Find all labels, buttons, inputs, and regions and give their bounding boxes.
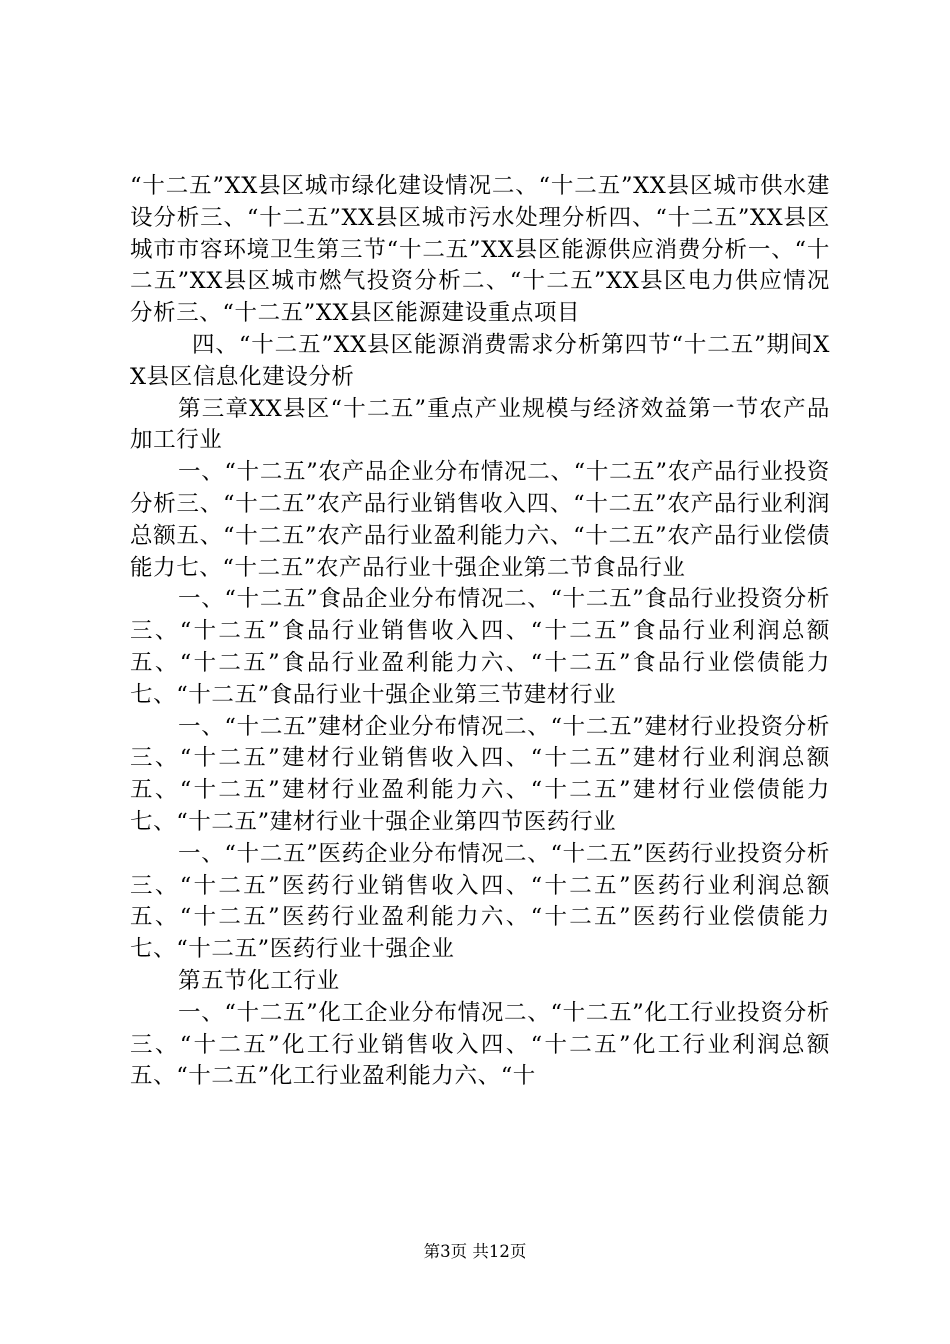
paragraph-9: 一、“十二五”化工企业分布情况二、“十二五”化工行业投资分析三、“十二五”化工行业销售收入四、“十二五”化工行业利润总额五、“十二五”化工行业盈利能力六、“十 [130, 999, 830, 1090]
paragraph-3-chapter-heading: 第三章XX县区“十二五”重点产业规模与经济效益第一节农产品加工行业 [130, 395, 830, 454]
paragraph-8-section-heading: 第五节化工行业 [178, 967, 340, 994]
page-footer [0, 1241, 950, 1263]
paragraph-7: 一、“十二五”医药企业分布情况二、“十二五”医药行业投资分析三、“十二五”医药行业销售收入四、“十二五”医药行业利润总额五、“十二五”医药行业盈利能力六、“十二五”医药行业偿债能力七、“十二五”医药行业十强企业 [130, 840, 830, 963]
document-body [130, 171, 830, 1093]
paragraph-6: 一、“十二五”建材企业分布情况二、“十二五”建材行业投资分析三、“十二五”建材行业销售收入四、“十二五”建材行业利润总额五、“十二五”建材行业盈利能力六、“十二五”建材行业偿债能力七、“十二五”建材行业十强企业第四节医药行业 [130, 713, 830, 835]
paragraph-2: 四、“十二五”XX县区能源消费需求分析第四节“十二五”期间XX县区信息化建设分析 [130, 331, 830, 390]
paragraph-1: “十二五”XX县区城市绿化建设情况二、“十二五”XX县区城市供水建设分析三、“十二五”XX县区城市污水处理分析四、“十二五”XX县区城市市容环境卫生第三节“十二五”XX县区能源供应消费分析一、“十二五”XX县区城市燃气投资分析二、“十二五”XX县区电力供应情况分析三、“十二五”XX县区能源建设重点项目 [130, 173, 830, 327]
page-number: 第3页 共12页 [423, 1242, 527, 1261]
paragraph-5: 一、“十二五”食品企业分布情况二、“十二五”食品行业投资分析三、“十二五”食品行业销售收入四、“十二五”食品行业利润总额五、“十二五”食品行业盈利能力六、“十二五”食品行业偿债能力七、“十二五”食品行业十强企业第三节建材行业 [130, 586, 830, 708]
paragraph-4: 一、“十二五”农产品企业分布情况二、“十二五”农产品行业投资分析三、“十二五”农产品行业销售收入四、“十二五”农产品行业利润总额五、“十二五”农产品行业盈利能力六、“十二五”农产品行业偿债能力七、“十二五”农产品行业十强企业第二节食品行业 [130, 459, 830, 581]
